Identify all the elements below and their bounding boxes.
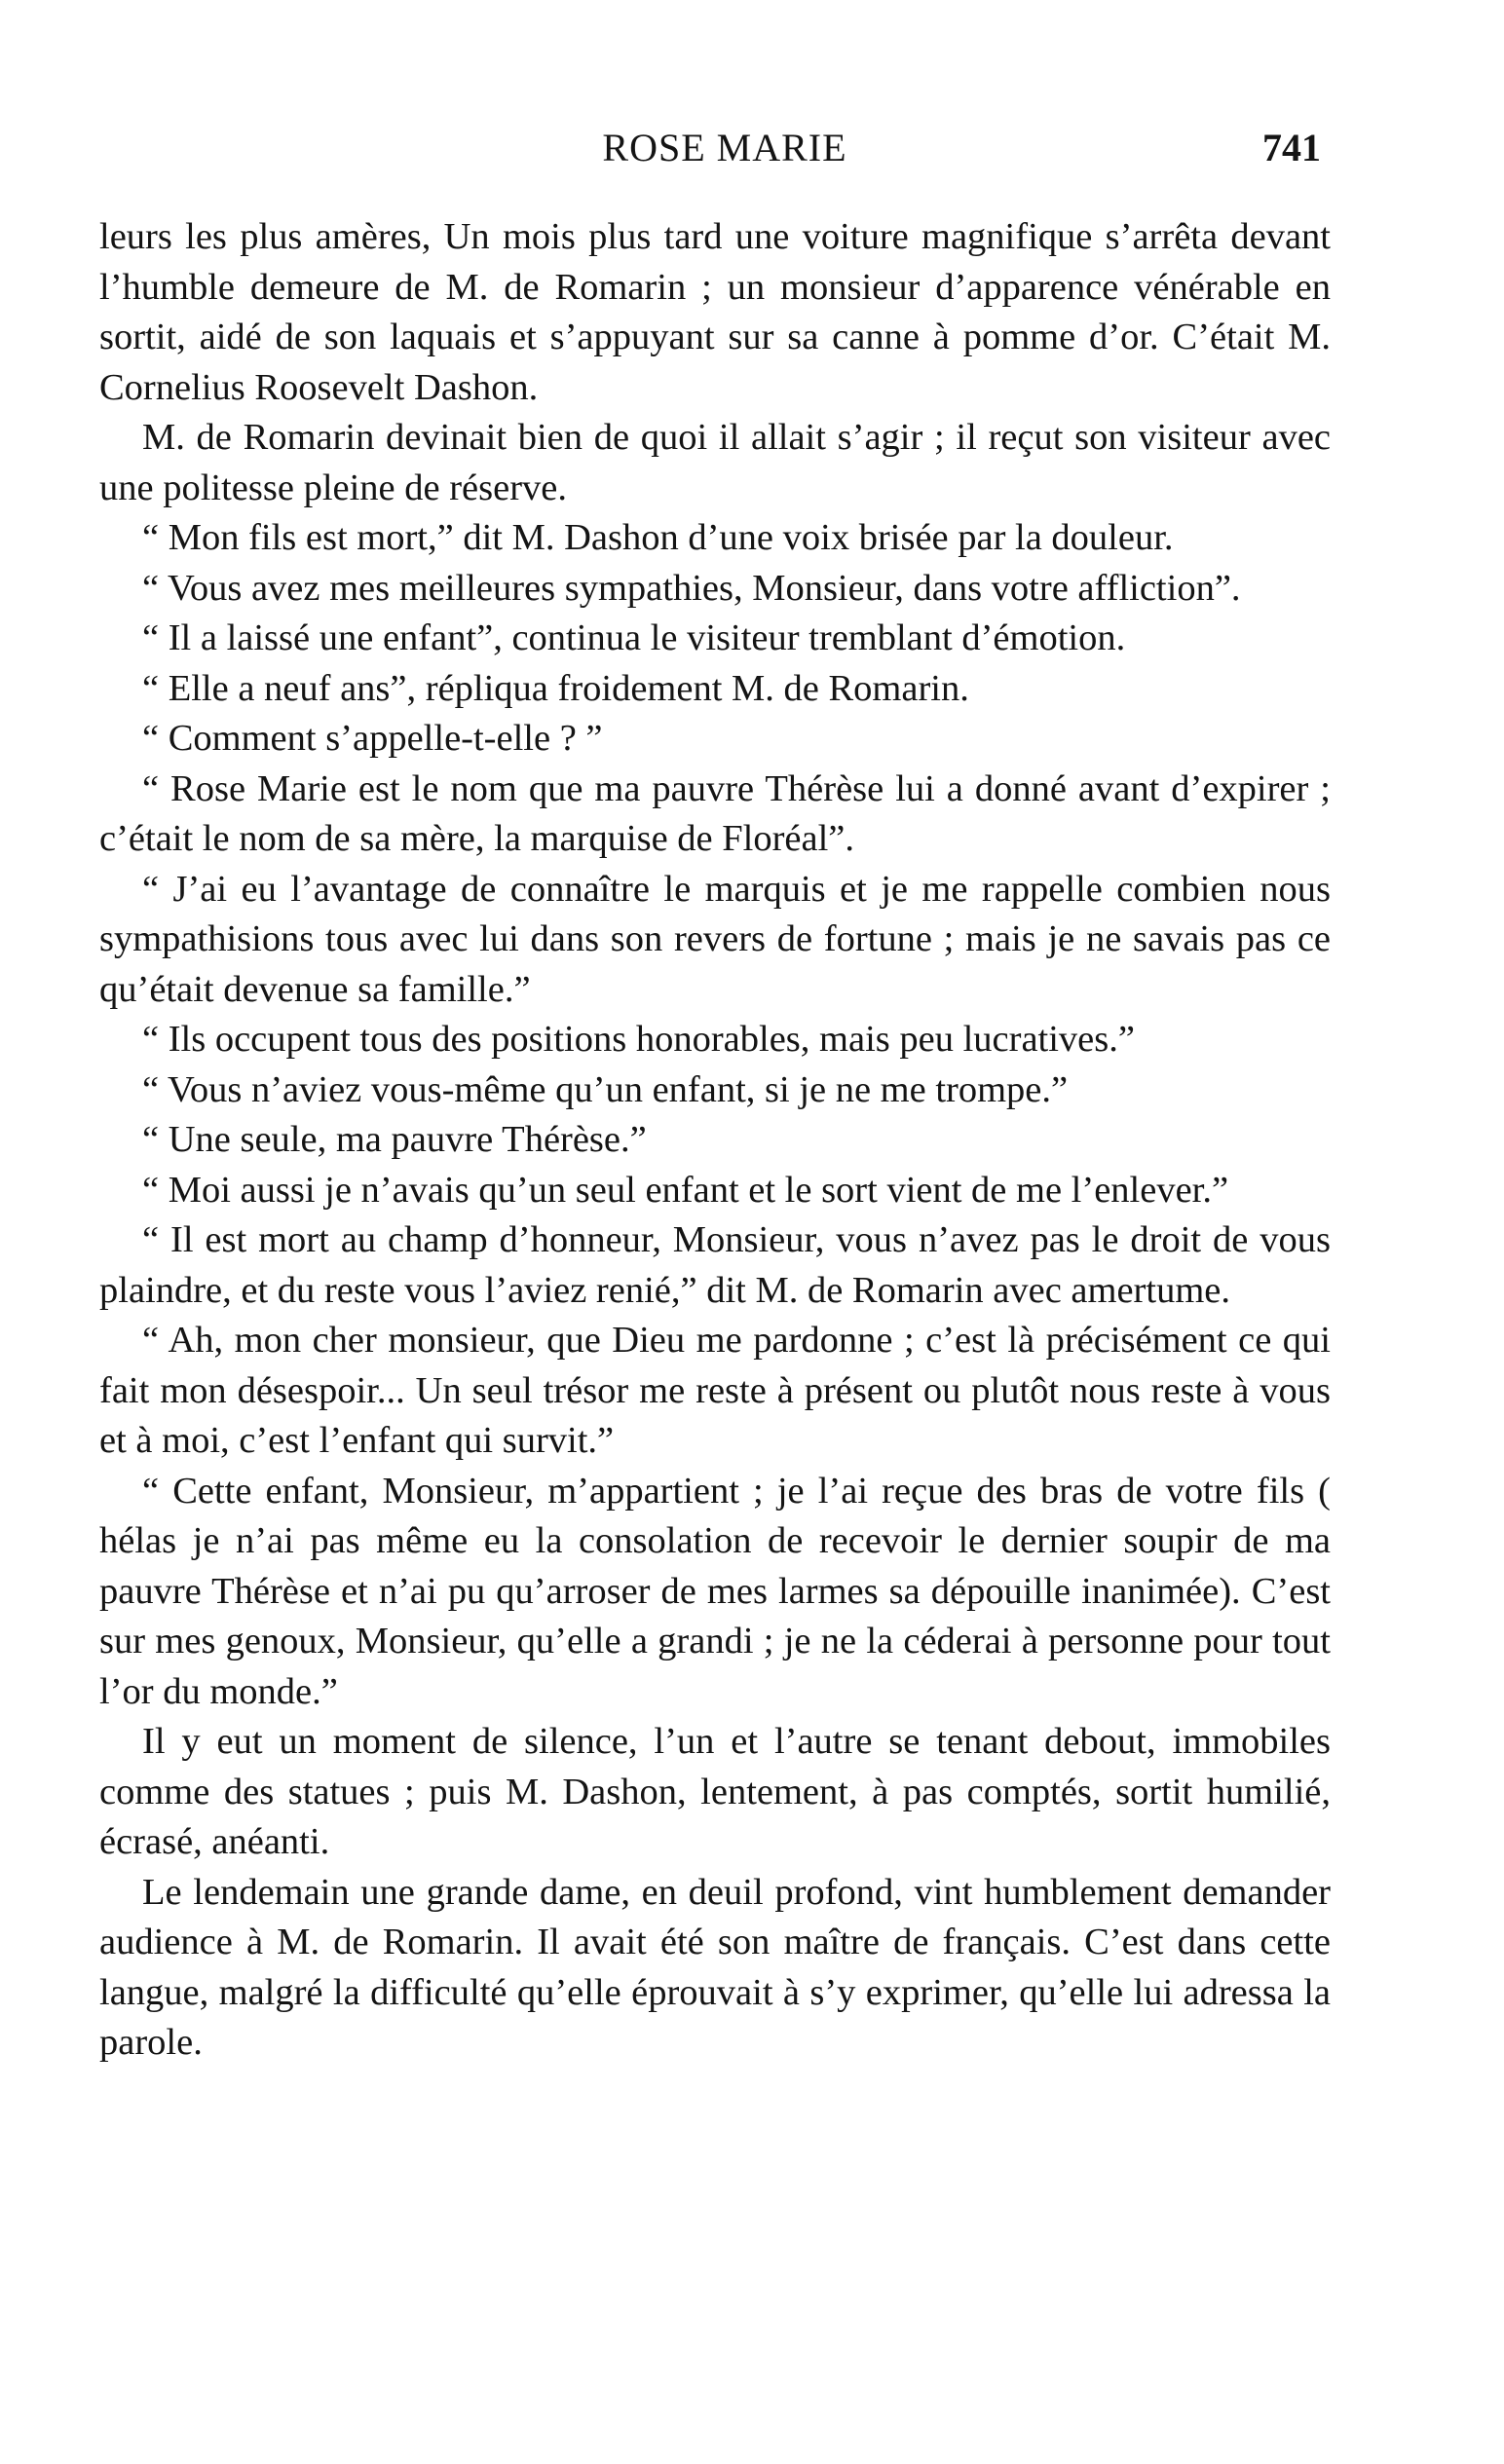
paragraph: Le lendemain une grande dame, en deuil profond, vint humblement demander audience à M. de Romarin. Il avait été son maître de français. C’est dans cette langue, malgré la difficulté qu’elle éprouvait à s’y exprimer, qu’elle lui adressa la parole.: [99, 1871, 1331, 2063]
page-header: [99, 125, 1331, 187]
paragraph: “ Ils occupent tous des positions honorables, mais peu lucratives.”: [142, 1019, 1135, 1060]
paragraph: “ J’ai eu l’avantage de connaître le marquis et je me rappelle combien nous sympathisions tous avec lui dans son revers de fortune ; mais je ne savais pas ce qu’était devenue sa famille.”: [99, 868, 1331, 1010]
running-title: ROSE MARIE: [602, 126, 847, 169]
paragraph: “ Mon fils est mort,” dit M. Dashon d’une voix brisée par la douleur.: [142, 517, 1174, 558]
page-number: 741: [1262, 126, 1321, 169]
paragraph: “ Vous n’aviez vous-même qu’un enfant, si je ne me trompe.”: [142, 1068, 1069, 1110]
paragraph: M. de Romarin devinait bien de quoi il allait s’agir ; il reçut son visiteur avec une politesse pleine de réserve.: [99, 417, 1331, 508]
paragraph: Il y eut un moment de silence, l’un et l’autre se tenant debout, immobiles comme des statues ; puis M. Dashon, lentement, à pas comptés, sortit humilié, écrasé, anéanti.: [99, 1721, 1331, 1862]
paragraph: “ Il est mort au champ d’honneur, Monsieur, vous n’avez pas le droit de vous plaindre, et du reste vous l’aviez renié,” dit M. de Romarin avec amertume.: [99, 1219, 1331, 1311]
paragraph: “ Comment s’appelle-t-elle ? ”: [142, 718, 603, 759]
paragraph: “ Vous avez mes meilleures sympathies, Monsieur, dans votre affliction”.: [142, 567, 1241, 609]
paragraph: “ Elle a neuf ans”, répliqua froidement M. de Romarin.: [142, 667, 969, 709]
paragraph: leurs les plus amères, Un mois plus tard une voiture magnifique s’arrêta devant l’humble demeure de M. de Romarin ; un monsieur d’apparence vénérable en sortit, aidé de son laquais et s’appuyant sur sa canne à pomme d’or. C’était M. Cornelius Roosevelt Dashon.: [99, 216, 1331, 408]
paragraph: “ Ah, mon cher monsieur, que Dieu me pardonne ; c’est là précisément ce qui fait mon désespoir... Un seul trésor me reste à présent ou plutôt nous reste à vous et à moi, c’est l’enfant qui survit.”: [99, 1320, 1331, 1461]
paragraph: “ Il a laissé une enfant”, continua le visiteur tremblant d’émotion.: [142, 617, 1126, 658]
paragraph: “ Moi aussi je n’avais qu’un seul enfant et le sort vient de me l’enlever.”: [142, 1169, 1229, 1211]
paragraph: “ Rose Marie est le nom que ma pauvre Thérèse lui a donné avant d’expirer ; c’était le nom de sa mère, la marquise de Floréal”.: [99, 767, 1331, 859]
paragraph: “ Cette enfant, Monsieur, m’appartient ; je l’ai reçue des bras de votre fils ( hélas je n’ai pas même eu la consolation de recevoir le dernier soupir de ma pauvre Thérèse et n’ai pu qu’arroser de mes larmes sa dépouille inanimée). C’est sur mes genoux, Monsieur, qu’elle a grandi ; je ne la céderai à personne pour tout l’or du monde.”: [99, 1470, 1331, 1712]
paragraph: “ Une seule, ma pauvre Thérèse.”: [142, 1119, 647, 1160]
body-text: [99, 212, 1331, 2069]
